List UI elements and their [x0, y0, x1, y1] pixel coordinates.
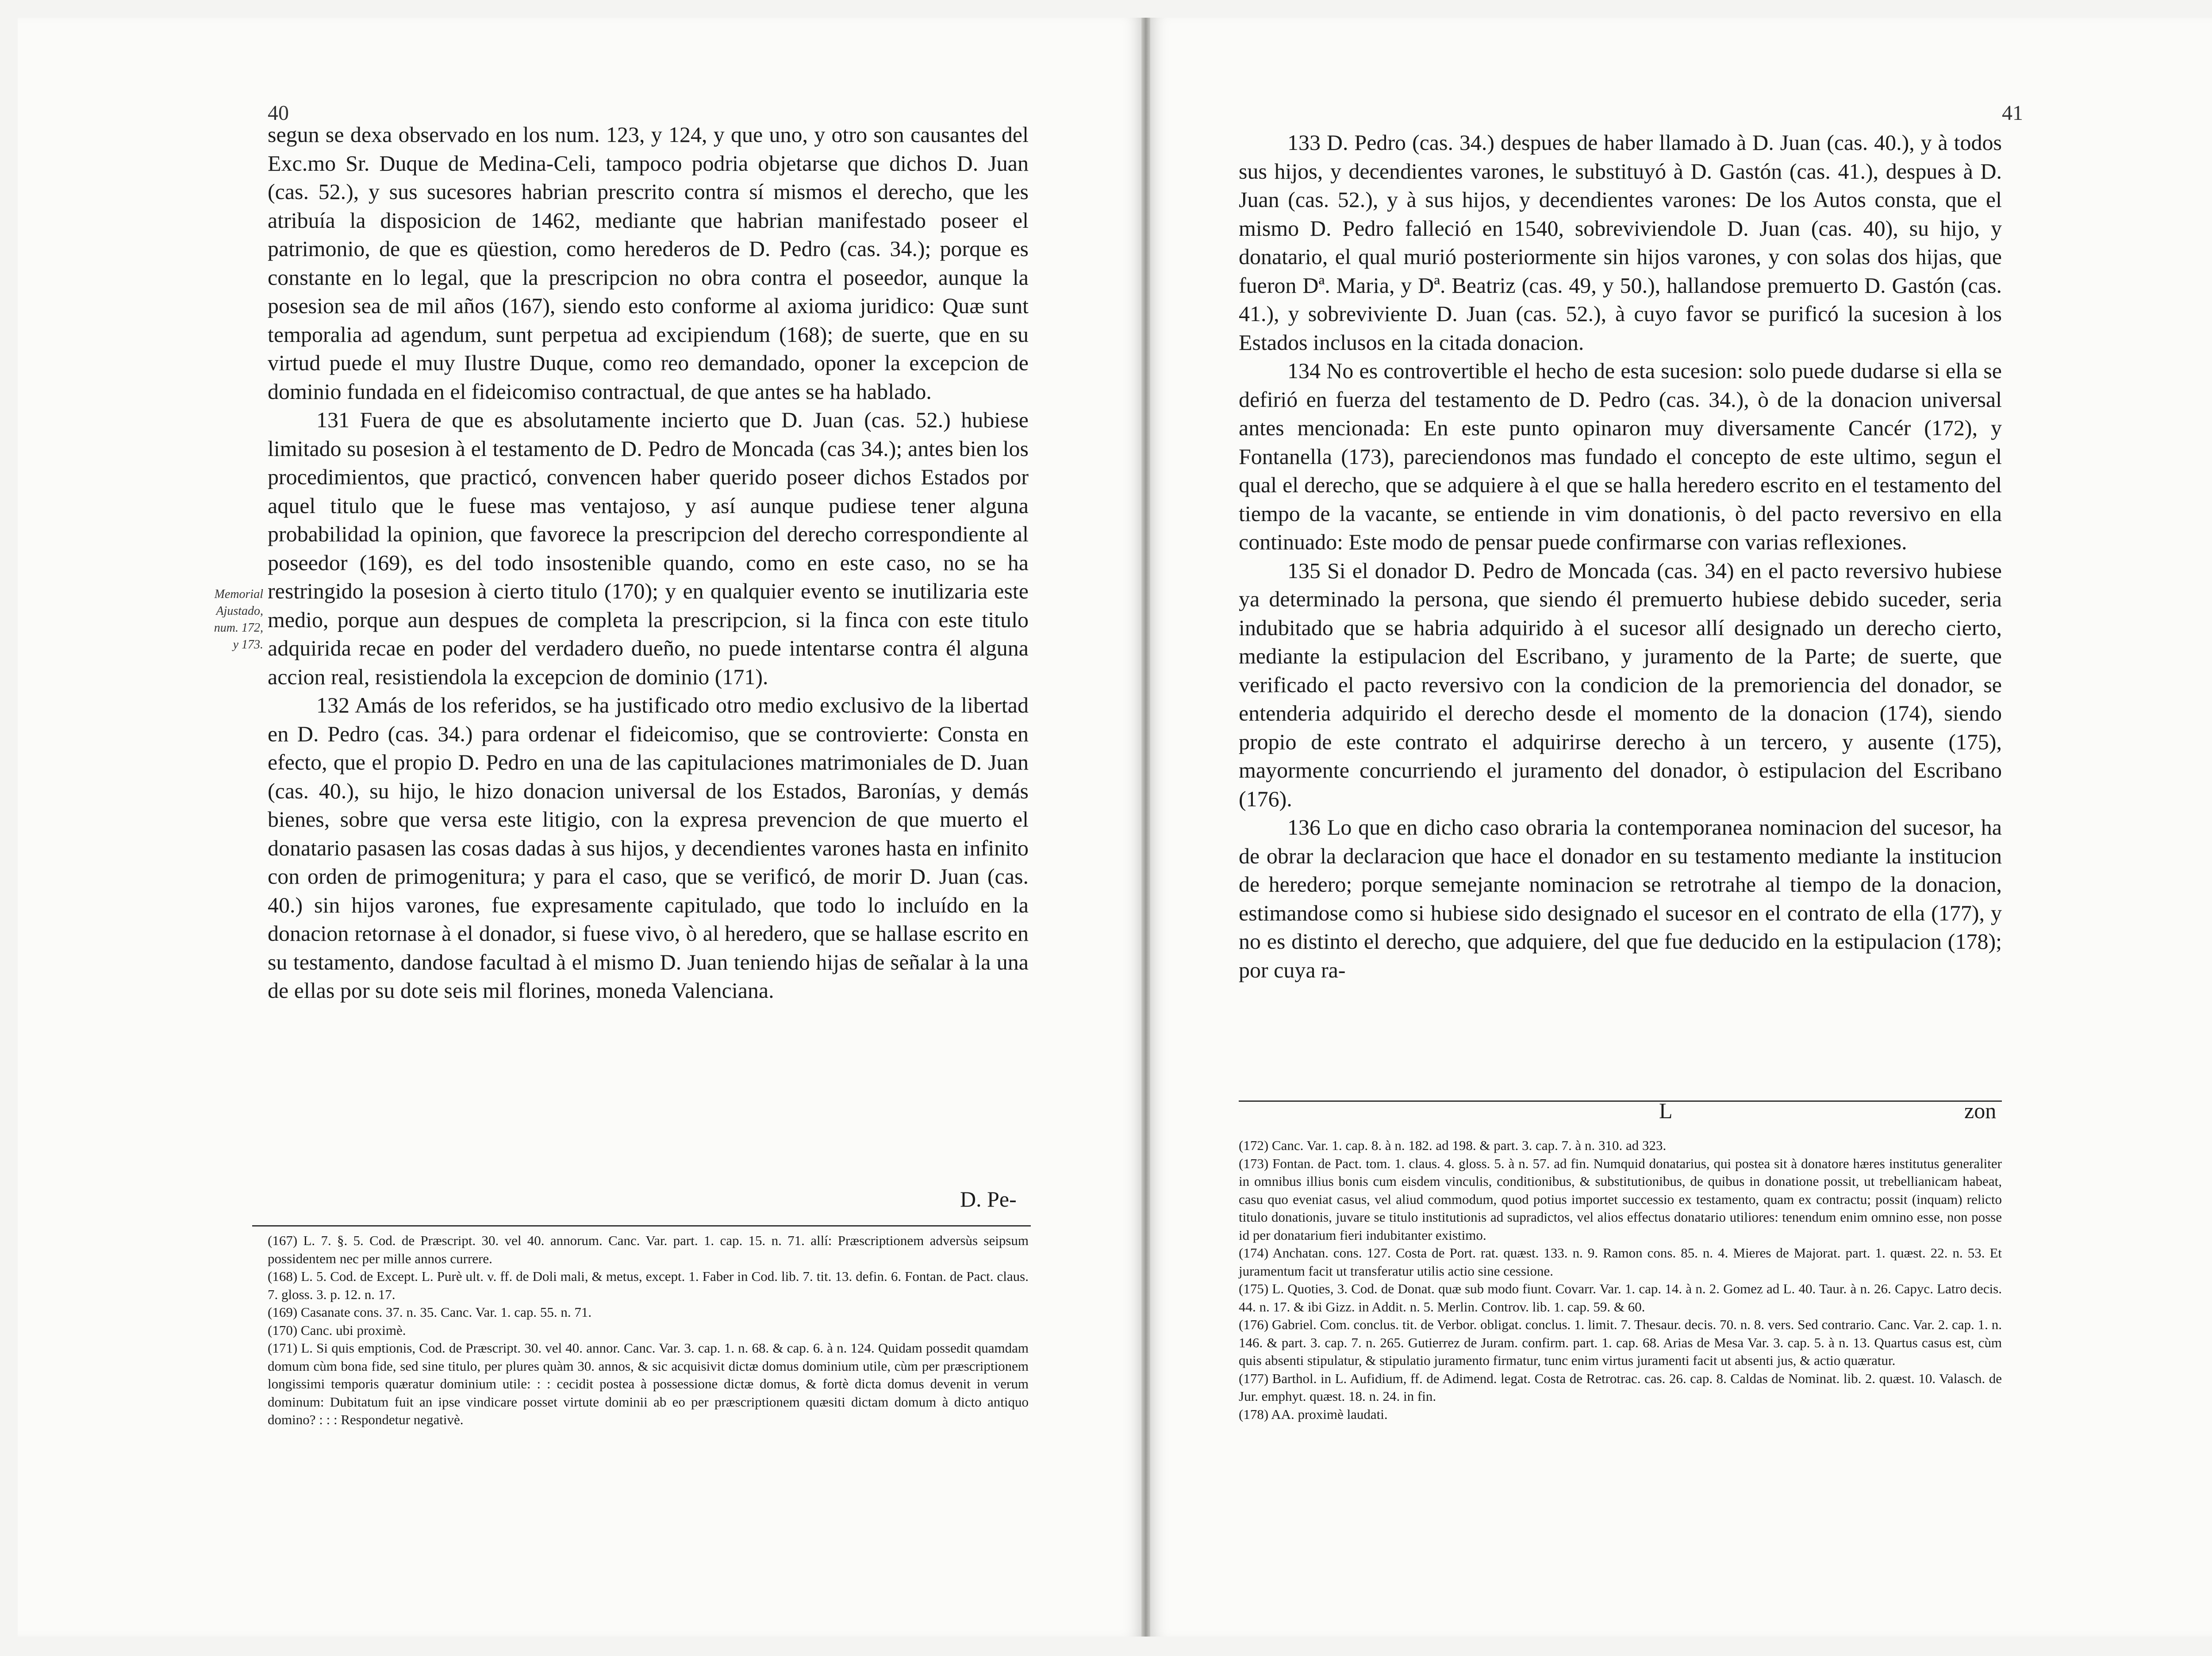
footnote-172: (172) Canc. Var. 1. cap. 8. à n. 182. ad 198. & part. 3. cap. 7. à n. 310. ad 323.: [1239, 1138, 1667, 1153]
footnote-175: (175) L. Quoties, 3. Cod. de Donat. quæ sub modo fiunt. Covarr. Var. 1. cap. 14. à n. 2. Gomez ad L. 40. Taur. à n. 26. Capyc. Latro decis. 44. n. 17. & ibi Gizz. in Addit. n. 5. Merlin. Controv. lib. 1. cap. 59. & 60.: [1239, 1281, 2002, 1315]
footnote-176: (176) Gabriel. Com. conclus. tit. de Verbor. obligat. conclus. 1. limit. 7. Thesaur. decis. 70. n. 8. vers. Sed contrario. Canc. Var. 2. cap. 1. n. 146. & part. 3. cap. 7. n. 265. Gutierrez de Juram. confirm. part. 1. cap. 68. Arias de Mesa Var. 3. cap. 5. à n. 13. Quartus casus est, cùm quis absenti stipulatur, & stipulatio juramento firmatur, tunc enim virtus juramenti facit ut absenti jus, & actio quæratur.: [1239, 1317, 2002, 1368]
right-body-text: [1239, 128, 2002, 984]
right-paragraph-136: 136 Lo que en dicho caso obraria la contemporanea nominacion del sucesor, ha de obrar la declaracion que hace el donador en su testamento mediante la institucion de heredero; porque semejante nominacion se retrotrahe al tiempo de la donacion, estimandose como si hubiese sido designado el sucesor en el contrato de ella (177), y no es distinto el derecho, que adquiere, del que fue deducido en la estipulacion (178); por cuya ra-: [1239, 815, 2002, 982]
left-paragraph-131: 131 Fuera de que es absolutamente incierto que D. Juan (cas. 52.) hubiese limitado su posesion à el testamento de D. Pedro de Moncada (cas 34.); antes bien los procedimientos, que practicó, convencen haber querido poseer dichos Estados por aquel titulo que le fuese mas ventajoso, y así aunque pudiese tener alguna probabilidad la opinion, que favorece la prescripcion del derecho correspondiente al poseedor (169), es del todo insostenible quando, como en este caso, no se ha restringido la posesion à cierto titulo (170); y en qualquier evento se inutilizaria este medio, porque aun despues de completa la prescripcion, si la finca con este titulo adquirida recae en poder del verdadero dueño, no puede intentarse contra él alguna accion real, resistiendola la excepcion de dominio (171).: [268, 407, 1029, 689]
footnote-174: (174) Anchatan. cons. 127. Costa de Port. rat. quæst. 133. n. 9. Ramon cons. 85. n. 4. Mieres de Majorat. part. 1. quæst. 22. n. 53. Et juramentum facit ut transferatur utilis actio sine cessione.: [1239, 1245, 2002, 1279]
footnote-169: (169) Casanate cons. 37. n. 35. Canc. Var. 1. cap. 55. n. 71.: [268, 1304, 592, 1320]
left-page-number: 40: [268, 101, 289, 125]
footnote-170: (170) Canc. ubi proximè.: [268, 1322, 406, 1338]
book-gutter: [1141, 18, 1150, 1637]
footnote-173: (173) Fontan. de Pact. tom. 1. claus. 4. gloss. 5. à n. 57. ad fin. Numquid donatarius, qui postea sit à donatore hæres institutus generaliter in omnibus illius bonis cum eisdem vinculis, conditionibus, & substitutionibus, de quibus in donatione possit, ut trebellianicam habeat, casu quo eveniat casus, vel aliud commodum, quod potius importet successio ex testamento, quam ex contractu; possit (inquam) relicto titulo donationis, juvare se titulo institutionis ad supradictos, vel alios effectus donatario utiliores: tenendum enim omnino esse, non posse id per donatarium fieri indubitanter existimo.: [1239, 1155, 2002, 1243]
marginal-note-line: Ajustado,: [216, 604, 263, 618]
footnote-168: (168) L. 5. Cod. de Except. L. Purè ult. v. ff. de Doli mali, & metus, except. 1. Faber in Cod. lib. 7. tit. 13. defin. 6. Fontan. de Pact. claus. 7. gloss. 3. p. 12. n. 17.: [268, 1269, 1029, 1302]
left-paragraph-1: segun se dexa observado en los num. 123, y 124, y que uno, y otro son causantes del Exc.mo Sr. Duque de Medina-Celi, tampoco podria objetarse que dichos D. Juan (cas. 52.), y sus sucesores habrian prescrito contra sí mismos el derecho, que les atribuía la disposicion de 1462, mediante que habrian manifestado poseer el patrimonio, de que es qüestion, como herederos de D. Pedro (cas. 34.); porque es constante en lo legal, que la prescripcion no obra contra el poseedor, aunque la posesion sea de mil años (167), siendo esto conforme al axioma juridico: Quæ sunt temporalia ad agendum, sunt perpetua ad excipiendum (168); de suerte, que en su virtud puede el muy Ilustre Duque, como reo demandado, oponer la excepcion de dominio fundada en el fideicomiso contractual, de que antes se ha hablado.: [268, 122, 1029, 404]
marginal-note-line: y 173.: [233, 638, 263, 652]
right-catchword: zon: [1964, 1098, 1997, 1123]
right-paragraph-133: 133 D. Pedro (cas. 34.) despues de haber llamado à D. Juan (cas. 40.), y à todos sus hijos, y decendientes varones, le substituyó à D. Gastón (cas. 41.), despues à D. Juan (cas. 52.), y à sus hijos, y decendientes varones: De los Autos consta, que el mismo D. Pedro falleció en 1540, sobreviviendole D. Juan (cas. 40), su hijo, y donatario, el qual murió posteriormente sin hijos varones, y con solas dos hijas, que fueron Dª. Maria, y Dª. Beatriz (cas. 49, y 50.), hallandose premuerto D. Gastón (cas. 41.), y sobreviviente D. Juan (cas. 52.), à cuyo favor se purificó la sucesion à los Estados inclusos en la citada donacion.: [1239, 130, 2002, 355]
left-paragraph-132: 132 Amás de los referidos, se ha justificado otro medio exclusivo de la libertad en D. Pedro (cas. 34.) para ordenar el fideicomiso, que se controvierte: Consta en efecto, que el propio D. Pedro en una de las capitulaciones matrimoniales de D. Juan (cas. 40.), su hijo, le hizo donacion universal de los Estados, Baronías, y demás bienes, sobre que versa este litigio, con la expresa prevencion de que muerto el donatario pasasen las cosas dadas à sus hijos, y decendientes varones hasta en infinito con orden de primogenitura; y para el caso, que se verificó, de morir D. Juan (cas. 40.) sin hijos varones, fue expresamente capitulado, que todo lo incluído en la donacion retornase à el donador, si fuese vivo, ò al heredero, que se hallase escrito en su testamento, dandose facultad à el mismo D. Juan teniendo hijas de señalar à la una de ellas por su dote seis mil florines, moneda Valenciana.: [268, 693, 1029, 1003]
marginal-note-line: Memorial: [214, 587, 263, 601]
left-footnotes: [268, 1232, 1029, 1429]
marginal-note-line: num. 172,: [214, 621, 263, 635]
marginal-note: [168, 586, 263, 653]
right-page-number: 41: [2002, 101, 2023, 125]
footnote-171: (171) L. Si quis emptionis, Cod. de Præscript. 30. vel 40. annor. Canc. Var. 3. cap. 1. n. 68. & cap. 6. à n. 124. Quidam possedit quamdam domum cùm bona fide, sed sine titulo, per plures quàm 30. annos, & sic acquisivit dictæ domus dominium utile, cùm per præscriptionem longissimi temporis quæratur dominium utile: : : cecidit postea à possessione dictæ domus, & fortè dicta domus devenit in verum dominum: Dubitatum fuit an ipse vindicare posset virtute dominii ab eo per præscriptionem quæsiti dictam domum à dicto antiquo domino? : : : Respondetur negativè.: [268, 1340, 1029, 1427]
right-text-rule: [1239, 1100, 2002, 1102]
footnote-167: (167) L. 7. §. 5. Cod. de Præscript. 30. vel 40. annorum. Canc. Var. part. 1. cap. 15. n. 71. allí: Præscriptionem adversùs seipsum possidentem nec per mille annos currere.: [268, 1233, 1029, 1266]
footnote-177: (177) Barthol. in L. Aufidium, ff. de Adimend. legat. Costa de Retrotrac. cas. 26. cap. 8. Caldas de Nominat. lib. 2. quæst. 10. Valasch. de Jur. emphyt. quæst. 18. n. 24. in fin.: [1239, 1370, 2002, 1404]
right-paragraph-135: 135 Si el donador D. Pedro de Moncada (cas. 34) en el pacto reversivo hubiese ya determinado la persona, que siendo él premuerto hubiese debido suceder, seria indubitado que se habria adquirido à el sucesor allí designado un derecho cierto, mediante la estipulacion del Escribano, y juramento de la Parte; de suerte, que verificado el pacto reversivo con la condicion de la premoriencia del donador, se entenderia adquirido el derecho desde el momento de la donacion (174), siendo propio de este contrato el adquirirse derecho à un tercero, y ausente (175), mayormente concurriendo el juramento del donador, ò estipulacion del Escribano (176).: [1239, 558, 2002, 811]
left-body-text: [268, 120, 1029, 1005]
left-footnote-rule: [252, 1225, 1031, 1227]
right-footnotes: [1239, 1137, 2002, 1423]
right-signature-mark: L: [1659, 1098, 1673, 1123]
footnote-178: (178) AA. proximè laudati.: [1239, 1406, 1388, 1422]
right-paragraph-134: 134 No es controvertible el hecho de esta sucesion: solo puede dudarse si ella se defirió en fuerza del testamento de D. Pedro (cas. 34.), ò de la donacion universal antes mencionada: En este punto opinaron muy diversamente Cancér (172), y Fontanella (173), pareciendonos mas fundado el concepto de este ultimo, segun el qual el derecho, que se adquiere à el que se halla heredero escrito en el testamento del tiempo de la vacante, se entiende in vim donationis, ò del pacto reversivo en ella continuado: Este modo de pensar puede confirmarse con varias reflexiones.: [1239, 358, 2002, 554]
left-catchword: D. Pe-: [960, 1187, 1017, 1211]
